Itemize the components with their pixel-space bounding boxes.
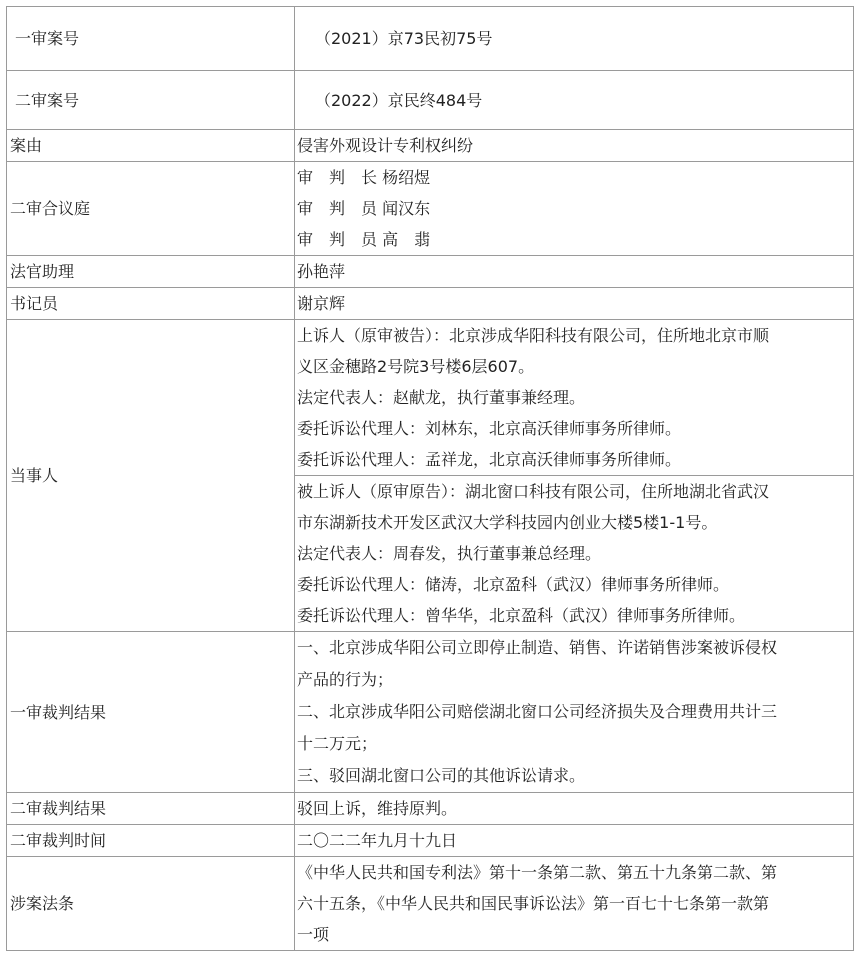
row-parties [7,320,854,632]
cause-label: 案由 [7,130,295,162]
second-date-value: 二〇二二年九月十九日 [295,825,854,857]
panel-judge-1: 审 判 员 闻汉东 [297,199,431,218]
first-result-label: 一审裁判结果 [7,632,295,793]
panel-label: 二审合议庭 [7,162,295,256]
clerk-value: 谢京辉 [295,288,854,320]
appellant-line: 义区金穗路2号院3号楼6层607。 [297,357,535,376]
laws-value [295,857,854,951]
clerk-label: 书记员 [7,288,295,320]
appellant-line: 上诉人（原审被告）：北京涉成华阳科技有限公司，住所地北京市顺 [297,326,770,345]
first-result-line: 二、北京涉成华阳公司赔偿湖北窗口公司经济损失及合理费用共计三 [297,702,778,721]
laws-label: 涉案法条 [7,857,295,951]
first-case-no-label: 一审案号 [7,7,295,71]
row-second-result [7,793,854,825]
first-case-no-value: （2021）京73民初75号 [295,7,854,71]
row-panel [7,162,854,256]
appellee-line: 被上诉人（原审原告）：湖北窗口科技有限公司，住所地湖北省武汉 [297,482,770,501]
first-result-line: 一、北京涉成华阳公司立即停止制造、销售、许诺销售涉案被诉侵权 [297,638,778,657]
first-result-line: 三、驳回湖北窗口公司的其他诉讼请求。 [297,766,586,785]
second-result-label: 二审裁判结果 [7,793,295,825]
row-second-case-no [7,71,854,130]
appellant-line: 法定代表人：赵献龙，执行董事兼经理。 [297,388,586,407]
parties-label: 当事人 [7,320,295,632]
first-result-line: 产品的行为； [297,670,394,689]
assistant-label: 法官助理 [7,256,295,288]
assistant-value: 孙艳萍 [295,256,854,288]
second-case-no-label: 二审案号 [7,71,295,130]
appellee-line: 委托诉讼代理人：储涛，北京盈科（武汉）律师事务所律师。 [297,575,730,594]
parties-value [295,320,854,632]
case-info-table [6,6,854,951]
appellee-line: 法定代表人：周春发，执行董事兼总经理。 [297,544,602,563]
panel-value [295,162,854,256]
row-laws [7,857,854,951]
cause-value: 侵害外观设计专利权纠纷 [295,130,854,162]
second-case-no-value: （2022）京民终484号 [295,71,854,130]
second-date-label: 二审裁判时间 [7,825,295,857]
row-clerk [7,288,854,320]
first-result-line: 十二万元； [297,734,378,753]
row-first-case-no [7,7,854,71]
laws-line: 六十五条，《中华人民共和国民事诉讼法》第一百七十七条第一款第 [297,894,770,913]
appellee-line: 市东湖新技术开发区武汉大学科技园内创业大楼5楼1-1号。 [297,513,718,532]
first-result-value [295,632,854,793]
row-first-result [7,632,854,793]
appellant-line: 委托诉讼代理人：孟祥龙，北京高沃律师事务所律师。 [297,450,682,469]
laws-line: 一项 [297,925,330,944]
panel-judge-2: 审 判 员 高 翡 [297,230,431,249]
row-cause [7,130,854,162]
row-second-date [7,825,854,857]
appellee-block [295,475,853,631]
panel-judge-chief: 审 判 长 杨绍煜 [297,168,431,187]
laws-line: 《中华人民共和国专利法》第十一条第二款、第五十九条第二款、第 [297,863,778,882]
second-result-value: 驳回上诉，维持原判。 [295,793,854,825]
appellee-line: 委托诉讼代理人：曾华华，北京盈科（武汉）律师事务所律师。 [297,606,746,625]
appellant-line: 委托诉讼代理人：刘林东，北京高沃律师事务所律师。 [297,419,682,438]
appellant-block [297,320,851,475]
row-assistant [7,256,854,288]
